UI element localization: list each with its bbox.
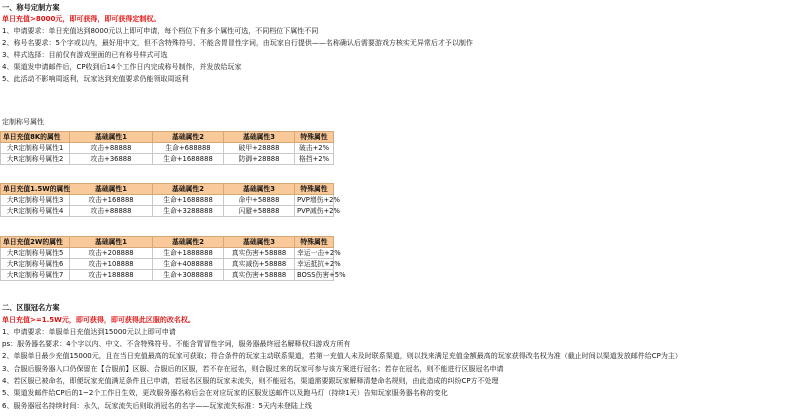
table-row — [1, 206, 334, 217]
header-cell: 基础属性1 — [70, 184, 153, 195]
section1-line-1: 1、申请要求：单日充值达到8000元以上即可申请，每个档位下有多个属性可选，不同档位下属性不同 — [2, 27, 319, 35]
table-row — [1, 143, 334, 154]
header-cell: 基础属性3 — [224, 184, 295, 195]
table-cell: 大R定制称号属性5 — [1, 248, 70, 259]
table-cell: 大R定制称号属性6 — [1, 259, 70, 270]
section1-highlight: 单日充值>8000元，即可获得，即可获得定制权。 — [2, 15, 161, 23]
table-cell: 生命+3288888 — [153, 206, 224, 217]
section1-title: 一、称号定制方案 — [2, 3, 60, 12]
table-cell: 防御+28888 — [224, 154, 295, 165]
table-cell: 真实伤害+58888 — [224, 248, 295, 259]
header-cell: 单日充值8K的属性 — [1, 132, 70, 143]
table-row — [1, 270, 334, 281]
table-cell: 命中+58888 — [224, 195, 295, 206]
table-cell: 幸运一击+2% — [295, 248, 334, 259]
section2-line-1: 1、申请要求：单服单日充值达到15000元以上即可申请 — [2, 328, 176, 336]
table-cell: 攻击+88888 — [70, 206, 153, 217]
section2-title: 二、区服冠名方案 — [2, 303, 60, 312]
custom-title-label: 定制称号属性 — [2, 118, 44, 126]
table-cell: 闪避+58888 — [224, 206, 295, 217]
table-cell: 生命+688888 — [153, 143, 224, 154]
header-cell: 单日充值1.5W的属性 — [1, 184, 70, 195]
section2-line-7: 6、服务器冠名持续时间：永久，玩家流失后则取消冠名的名字——玩家流失标准：5天内未登陆上线 — [2, 402, 312, 410]
table-cell: 生命+1688888 — [153, 195, 224, 206]
table-header-row — [1, 237, 334, 248]
section2-line-3: 2、单服单日最少充值15000元，且在当日充值最高的玩家可获取；符合条件的玩家主动联系渠道，若第一充值人未及时联系渠道，则以找来满足充值金额最高的玩家获得改名权为准（截止时间以渠道发放邮件给CP为主） — [2, 352, 682, 360]
section1-line-2: 2、称号名要求：5个字或以内，最好用中文，但不含特殊符号、不能含胃冒性字词，由玩家自行提供——名称确认后需要游戏方核实无异常后才予以制作 — [2, 39, 473, 47]
section1-line-5: 5、此活动不影响周返利，玩家达到充值要求仍能领取周返利 — [2, 75, 189, 83]
section1-line-4: 4、渠道发申请邮件后，CP收到后14个工作日内完成称号制作，并发放给玩家 — [2, 63, 242, 71]
table-cell: 生命+4088888 — [153, 259, 224, 270]
table-header-row — [1, 184, 334, 195]
attribute-table-20k — [0, 236, 346, 281]
section1-line-3: 3、样式选择：目前仅有游戏里面的已有称号样式可选 — [2, 51, 168, 59]
table-cell: 攻击+108888 — [70, 259, 153, 270]
header-cell: 基础属性2 — [153, 237, 224, 248]
header-cell: 单日充值2W的属性 — [1, 237, 70, 248]
section2-line-6: 5、渠道发邮件给CP后的1~2个工作日生效，更改服务器名称后会在对应玩家的区服发送邮件以及跑马灯（持续1天）告知玩家服务器名称的变化 — [2, 389, 448, 397]
table-cell: 攻击+36888 — [70, 154, 153, 165]
table-cell: 格挡+2% — [295, 154, 334, 165]
header-cell: 基础属性3 — [224, 132, 295, 143]
table-header-row — [1, 132, 334, 143]
header-cell: 基础属性1 — [70, 132, 153, 143]
section2-line-2: ps：服务器名要求：4个字以内、中文、不含特殊符号、不能含胃冒性字词，服务器最终冠名解释权归游戏方所有 — [2, 340, 351, 348]
table-cell: 攻击+168888 — [70, 195, 153, 206]
header-cell: 特殊属性 — [295, 132, 334, 143]
table-cell: 大R定制称号属性4 — [1, 206, 70, 217]
table-cell: PVP增伤+2% — [295, 195, 334, 206]
header-cell: 基础属性1 — [70, 237, 153, 248]
attribute-table-15k — [0, 183, 340, 217]
table-cell: PVP减伤+2% — [295, 206, 334, 217]
table-cell: 真实伤害+58888 — [224, 270, 295, 281]
table-cell: 攻击+188888 — [70, 270, 153, 281]
table-cell: 大R定制称号属性2 — [1, 154, 70, 165]
table-cell: 大R定制称号属性7 — [1, 270, 70, 281]
table-cell: 攻击+208888 — [70, 248, 153, 259]
table-row — [1, 248, 334, 259]
header-cell: 特殊属性 — [295, 237, 334, 248]
section2-highlight: 单日充值>=1.5W元，即可获得，即可获得此区服的改名权。 — [2, 316, 195, 324]
table-cell: 生命+1688888 — [153, 154, 224, 165]
section2-line-5: 4、若区服已被命名，即便玩家充值满足条件且已申请，若冠名区服的玩家未流失，则不能冠名，渠道需要跟玩家解释清楚命名规则，由此造成的纠纷CP方不处理 — [2, 377, 499, 385]
header-cell: 基础属性3 — [224, 237, 295, 248]
section2-line-4: 3、合服后服务器入口仍保留在【合服前】区服、合服后的区服，若不存在冠名，则合服过来的玩家可参与该方案进行冠名；若存在冠名，则不能进行区服冠名申请 — [2, 365, 504, 373]
table-cell: 破甲+28888 — [224, 143, 295, 154]
attribute-table-8k — [0, 131, 334, 165]
table-cell: 攻击+88888 — [70, 143, 153, 154]
table-cell: 大R定制称号属性1 — [1, 143, 70, 154]
table-cell: BOSS伤害+5% — [295, 270, 334, 281]
table-cell: 破击+2% — [295, 143, 334, 154]
table-row — [1, 154, 334, 165]
table-row — [1, 259, 334, 270]
header-cell: 基础属性2 — [153, 184, 224, 195]
table-cell: 生命+1888888 — [153, 248, 224, 259]
header-cell: 特殊属性 — [295, 184, 334, 195]
table-cell: 幸运抵抗+2% — [295, 259, 334, 270]
table-cell: 真实减伤+58888 — [224, 259, 295, 270]
table-row — [1, 195, 334, 206]
header-cell: 基础属性2 — [153, 132, 224, 143]
table-cell: 大R定制称号属性3 — [1, 195, 70, 206]
table-cell: 生命+3088888 — [153, 270, 224, 281]
